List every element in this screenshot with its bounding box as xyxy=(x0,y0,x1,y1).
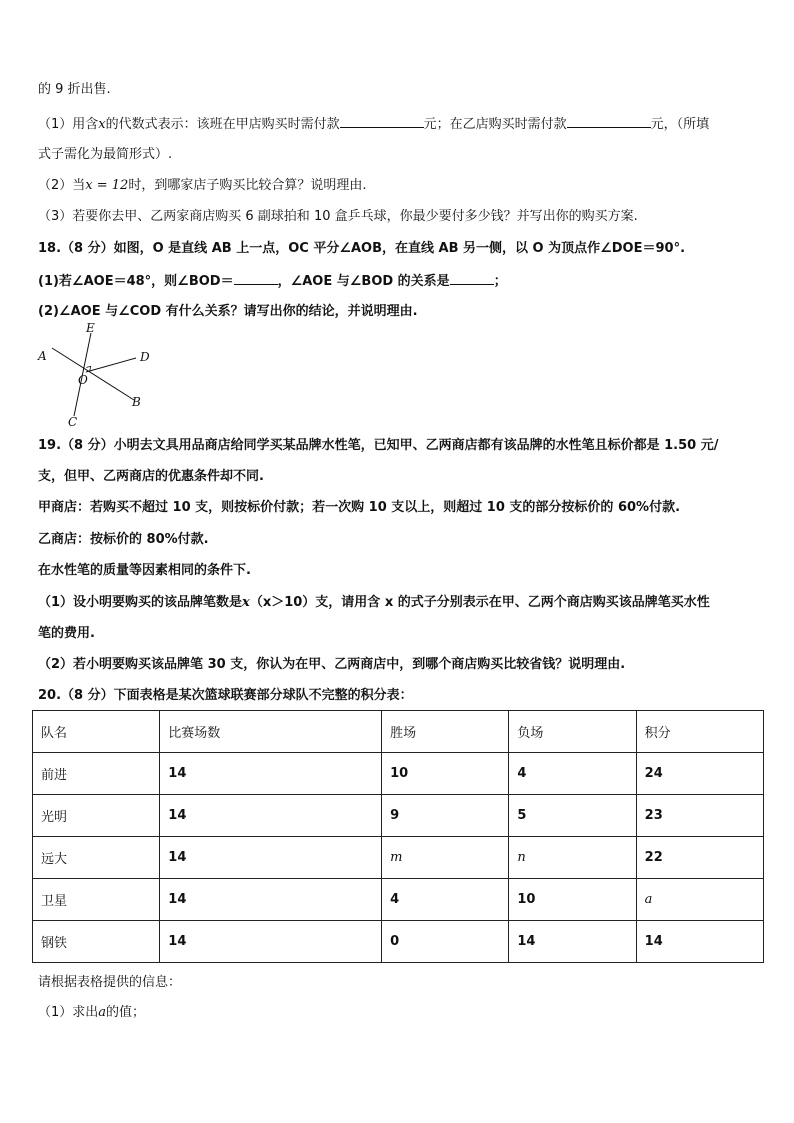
variable-a: a xyxy=(98,1005,107,1020)
text: 的代数式表示：该班在甲店购买时需付款 xyxy=(105,117,340,132)
table-cell: 9 xyxy=(382,795,509,837)
score-table xyxy=(32,710,764,963)
header-cell: 胜场 xyxy=(382,711,509,753)
table-cell: 14 xyxy=(160,753,382,795)
table-cell: 14 xyxy=(160,837,382,879)
question-20-title xyxy=(38,686,413,706)
text: ，∠AOE 与∠BOD 的关系是 xyxy=(277,274,450,289)
table-cell: 14 xyxy=(636,921,763,963)
table-cell: 5 xyxy=(509,795,636,837)
table-row xyxy=(33,879,764,921)
text: （1）求出 xyxy=(38,1005,99,1020)
table-cell: 23 xyxy=(636,795,763,837)
team-name: 卫星 xyxy=(33,879,160,921)
question-17-part-1 xyxy=(38,113,709,135)
table-cell-variable: m xyxy=(382,837,509,879)
text: （1）用含 xyxy=(38,117,99,132)
team-name: 远大 xyxy=(33,837,160,879)
label-c: C xyxy=(68,415,78,429)
label-a: A xyxy=(38,349,47,363)
question-17-part-2 xyxy=(38,176,366,196)
ray-od xyxy=(86,358,136,372)
text-line xyxy=(38,624,95,644)
table-row xyxy=(33,753,764,795)
text: 18.（8 分）如图，O 是直线 AB 上一点，OC 平分∠AOB，在直线 AB 另一侧，以 O 为顶点作∠DOE＝90°. xyxy=(38,241,686,256)
text: (1)若∠AOE＝48°，则∠BOD＝ xyxy=(38,274,234,289)
table-cell: 10 xyxy=(382,753,509,795)
header-cell: 队名 xyxy=(33,711,160,753)
text: 在水性笔的质量等因素相同的条件下. xyxy=(38,563,251,578)
question-19-part-2 xyxy=(38,655,625,675)
table-cell: 14 xyxy=(160,879,382,921)
angle-figure xyxy=(36,318,156,430)
question-19-part-1 xyxy=(38,593,710,613)
text: 乙商店：按标价的 80%付款. xyxy=(38,532,209,547)
condition: （x＞10） xyxy=(249,595,316,610)
text: （1）设小明要购买的该品牌笔数是 xyxy=(38,595,243,610)
text: ； xyxy=(493,274,507,289)
label-e: E xyxy=(86,321,95,335)
table-cell: 4 xyxy=(382,879,509,921)
text: (2)∠AOE 与∠COD 有什么关系？请写出你的结论，并说明理由. xyxy=(38,304,418,319)
shop-a-rule xyxy=(38,498,680,518)
question-19-title xyxy=(38,436,718,456)
question-20-part-1 xyxy=(38,1003,145,1023)
answer-blank xyxy=(340,113,424,128)
text: 笔的费用. xyxy=(38,626,95,641)
table-cell: 14 xyxy=(160,795,382,837)
label-o: O xyxy=(78,373,88,387)
text: （2）若小明要购买该品牌笔 30 支，你认为在甲、乙两商店中，到哪个商店购买比较省钱？说明理由. xyxy=(38,657,626,672)
table-header-row xyxy=(33,711,764,753)
header-cell: 积分 xyxy=(636,711,763,753)
text: 支，但甲、乙两商店的优惠条件却不同. xyxy=(38,469,264,484)
text: 元；在乙店购买时需付款 xyxy=(423,117,567,132)
text: 20.（8 分）下面表格是某次篮球联赛部分球队不完整的积分表： xyxy=(38,688,413,703)
text: 19.（8 分）小明去文具用品商店给同学买某品牌水性笔，已知甲、乙两商店都有该品牌的水性笔且标价都是 1.50 元/ xyxy=(38,438,719,453)
team-name: 光明 xyxy=(33,795,160,837)
text-line xyxy=(38,561,251,581)
team-name: 钢铁 xyxy=(33,921,160,963)
text: 的 9 折出售. xyxy=(38,82,111,97)
text: 请根据表格提供的信息： xyxy=(38,975,182,990)
table-cell-variable: n xyxy=(509,837,636,879)
table-row xyxy=(33,795,764,837)
text: 支，请用含 x 的式子分别表示在甲、乙两个商店购买该品牌笔买水性 xyxy=(315,595,710,610)
text: 元，（所填 xyxy=(650,117,710,132)
table-cell: 14 xyxy=(160,921,382,963)
question-17-part-3 xyxy=(38,207,638,227)
question-18-title xyxy=(38,239,685,259)
text-line xyxy=(38,80,111,100)
answer-blank xyxy=(567,113,651,128)
text-line xyxy=(38,973,181,993)
label-b: B xyxy=(132,395,141,409)
variable-x: x xyxy=(98,117,106,132)
table-cell: 22 xyxy=(636,837,763,879)
answer-blank xyxy=(450,270,494,285)
table-row xyxy=(33,837,764,879)
variable-x: x xyxy=(242,595,250,610)
shop-b-rule xyxy=(38,530,209,550)
text: 的值； xyxy=(106,1005,146,1020)
math-expression: x = 12 xyxy=(85,178,129,193)
team-name: 前进 xyxy=(33,753,160,795)
header-cell: 负场 xyxy=(509,711,636,753)
header-cell: 比赛场数 xyxy=(160,711,382,753)
table-cell-variable: a xyxy=(636,879,763,921)
text: 式子需化为最简形式）. xyxy=(38,147,173,162)
answer-blank xyxy=(234,270,278,285)
label-d: D xyxy=(140,350,150,364)
text: 甲商店：若购买不超过 10 支，则按标价付款；若一次购 10 支以上，则超过 10 支的部分按标价的 60%付款. xyxy=(38,500,681,515)
table-cell: 4 xyxy=(509,753,636,795)
table-row xyxy=(33,921,764,963)
question-18-part-1 xyxy=(38,270,507,292)
table-cell: 10 xyxy=(509,879,636,921)
table-cell: 0 xyxy=(382,921,509,963)
table-cell: 24 xyxy=(636,753,763,795)
text: （3）若要你去甲、乙两家商店购买 6 副球拍和 10 盒乒乓球，你最少要付多少钱？并写出你的购买方案. xyxy=(38,209,638,224)
text: （2）当 xyxy=(38,178,86,193)
line-ab xyxy=(52,348,134,400)
table-cell: 14 xyxy=(509,921,636,963)
text-line xyxy=(38,467,264,487)
text: 时，到哪家店子购买比较合算？说明理由. xyxy=(128,178,367,193)
text-line xyxy=(38,145,172,165)
